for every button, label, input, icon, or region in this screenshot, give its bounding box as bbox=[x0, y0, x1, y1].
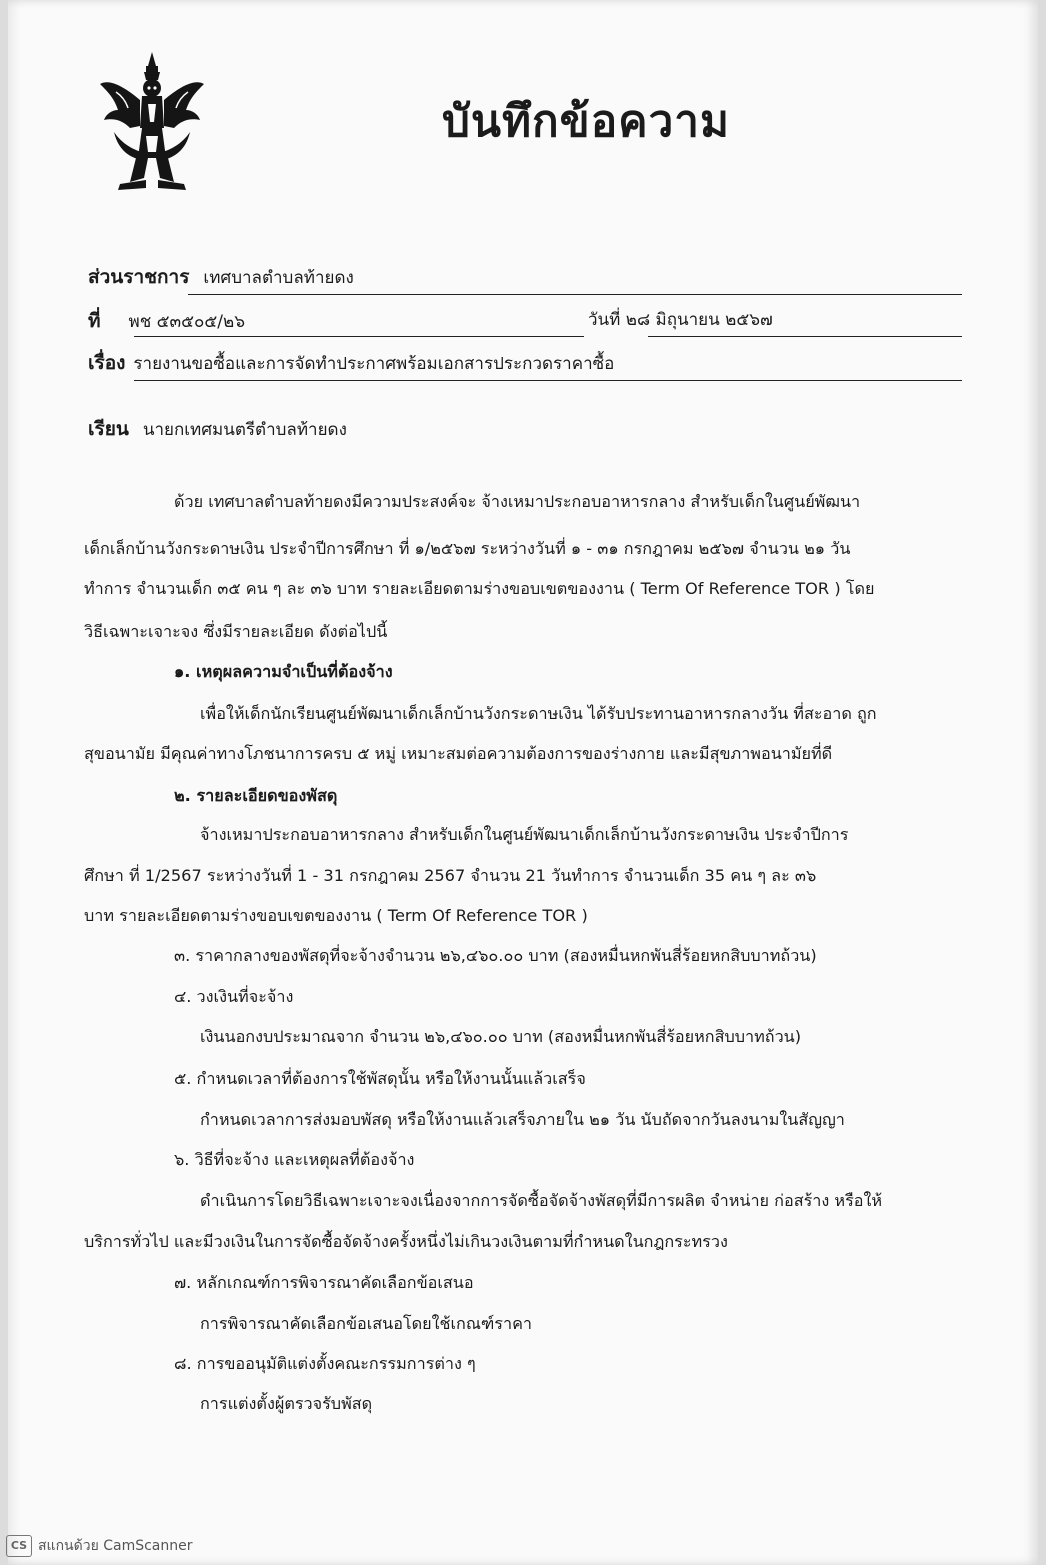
body-line: ทำการ จำนวนเด็ก ๓๕ คน ๆ ละ ๓๖ บาท รายละเอียดตามร่างขอบเขตของงาน ( Term Of Reference TOR ) โดย bbox=[84, 579, 875, 598]
ref-value: พช ๕๓๕๐๕/๒๖ bbox=[128, 312, 245, 332]
body-line: เด็กเล็กบ้านวังกระดาษเงิน ประจำปีการศึกษา ที่ ๑/๒๕๖๗ ระหว่างวันที่ ๑ - ๓๑ กรกฎาคม ๒๕๖๗ จำนวน ๒๑ วัน bbox=[84, 539, 851, 558]
to-row bbox=[88, 414, 347, 444]
section-heading: ๗. หลักเกณฑ์การพิจารณาคัดเลือกข้อเสนอ bbox=[174, 1273, 474, 1292]
ref-label: ที่ bbox=[88, 310, 101, 332]
ref-underline bbox=[134, 336, 584, 337]
agency-value: เทศบาลตำบลท้ายดง bbox=[203, 268, 354, 288]
body-line: ด้วย เทศบาลตำบลท้ายดงมีความประสงค์จะ จ้างเหมาประกอบอาหารกลาง สำหรับเด็กในศูนย์พัฒนา bbox=[174, 492, 861, 511]
subject-value: รายงานขอซื้อและการจัดทำประกาศพร้อมเอกสารประกวดราคาซื้อ bbox=[133, 354, 615, 374]
ref-row bbox=[88, 306, 245, 336]
agency-row bbox=[88, 262, 354, 292]
body-line: เพื่อให้เด็กนักเรียนศูนย์พัฒนาเด็กเล็กบ้านวังกระดาษเงิน ได้รับประทานอาหารกลางวัน ที่สะอาด ถูก bbox=[200, 704, 877, 723]
body-line: วิธีเฉพาะเจาะจง ซึ่งมีรายละเอียด ดังต่อไปนี้ bbox=[84, 622, 388, 641]
memo-paper bbox=[8, 0, 1038, 1565]
camscanner-watermark bbox=[6, 1535, 193, 1557]
body-line: ดำเนินการโดยวิธีเฉพาะเจาะจงเนื่องจากการจัดซื้อจัดจ้างพัสดุที่มีการผลิต จำหน่าย ก่อสร้าง หรือให้ bbox=[200, 1191, 883, 1210]
camscanner-text: สแกนด้วย CamScanner bbox=[38, 1538, 193, 1554]
body-line: บริการทั่วไป และมีวงเงินในการจัดซื้อจัดจ้างครั้งหนึ่งไม่เกินวงเงินตามที่กำหนดในกฎกระทรวง bbox=[84, 1232, 728, 1251]
date-text: วันที่ ๒๘ มิถุนายน ๒๕๖๗ bbox=[588, 310, 773, 330]
body-line: จ้างเหมาประกอบอาหารกลาง สำหรับเด็กในศูนย์พัฒนาเด็กเล็กบ้านวังกระดาษเงิน ประจำปีการ bbox=[200, 825, 849, 844]
body-line: กำหนดเวลาการส่งมอบพัสดุ หรือให้งานแล้วเสร็จภายใน ๒๑ วัน นับถัดจากวันลงนามในสัญญา bbox=[200, 1110, 845, 1129]
date-underline bbox=[648, 336, 962, 337]
subject-underline bbox=[134, 380, 962, 381]
section-heading: ๔. วงเงินที่จะจ้าง bbox=[174, 987, 294, 1006]
body-line: การพิจารณาคัดเลือกข้อเสนอโดยใช้เกณฑ์ราคา bbox=[200, 1314, 533, 1333]
subject-row bbox=[88, 348, 614, 378]
body-line: เงินนอกงบประมาณจาก จำนวน ๒๖,๔๖๐.๐๐ บาท (สองหมื่นหกพันสี่ร้อยหกสิบบาทถ้วน) bbox=[200, 1027, 802, 1046]
section-heading: ๓. ราคากลางของพัสดุที่จะจ้างจำนวน ๒๖,๔๖๐.๐๐ บาท (สองหมื่นหกพันสี่ร้อยหกสิบบาทถ้วน) bbox=[174, 946, 817, 965]
section-heading: ๒. รายละเอียดของพัสดุ bbox=[174, 786, 338, 805]
section-heading: ๘. การขออนุมัติแต่งตั้งคณะกรรมการต่าง ๆ bbox=[174, 1354, 476, 1373]
section-heading: ๕. กำหนดเวลาที่ต้องการใช้พัสดุนั้น หรือให้งานนั้นแล้วเสร็จ bbox=[174, 1069, 586, 1088]
agency-label: ส่วนราชการ bbox=[88, 266, 190, 288]
to-value: นายกเทศมนตรีตำบลท้ายดง bbox=[142, 420, 347, 440]
body-line: การแต่งตั้งผู้ตรวจรับพัสดุ bbox=[200, 1394, 373, 1413]
section-heading: ๖. วิธีที่จะจ้าง และเหตุผลที่ต้องจ้าง bbox=[174, 1150, 415, 1169]
agency-underline bbox=[188, 294, 962, 295]
body-line: สุขอนามัย มีคุณค่าทางโภชนาการครบ ๕ หมู่ เหมาะสมต่อความต้องการของร่างกาย และมีสุขภาพอนามัยที่ดี bbox=[84, 744, 833, 763]
subject-label: เรื่อง bbox=[88, 352, 126, 374]
section-heading: ๑. เหตุผลความจำเป็นที่ต้องจ้าง bbox=[174, 662, 393, 681]
camscanner-logo-icon: CS bbox=[6, 1535, 32, 1557]
body-line: ศึกษา ที่ 1/2567 ระหว่างวันที่ 1 - 31 กรกฎาคม 2567 จำนวน 21 วันทำการ จำนวนเด็ก 35 คน ๆ ละ ๓๖ bbox=[84, 866, 817, 885]
to-label: เรียน bbox=[88, 418, 129, 440]
body-line: บาท รายละเอียดตามร่างขอบเขตของงาน ( Term Of Reference TOR ) bbox=[84, 906, 588, 925]
memo-title: บันทึกข้อความ bbox=[441, 96, 730, 147]
